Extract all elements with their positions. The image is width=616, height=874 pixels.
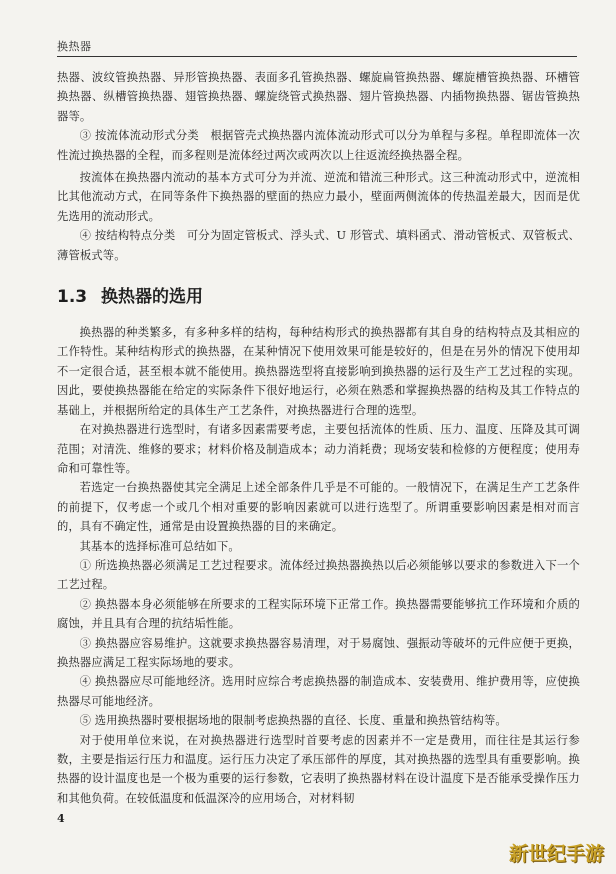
section-title: 换热器的选用 (101, 287, 203, 308)
list-item: ① 所选换热器必须满足工艺过程要求。流体经过换热器换热以后必须能够以要求的参数进入下一个工艺过程。 (57, 558, 580, 592)
paragraph: 换热器的种类繁多，有多种多样的结构，每种结构形式的换热器都有其自身的结构特点及其相应的工作特性。某种结构形式的换热器，在某种情况下使用效果可能是较好的，但是在另外的情况下使用却不一定很合适，甚至根本就不能使用。换热器选型将直接影响到换热器的运行及生产工艺过程的实现。因此，要使换热器能在给定的实际条件下很好地运行，必须在熟悉和掌握换热器的结构及其工作特点的基础上，并根据所给定的具体生产工艺条件，对换热器进行合理的选型。 (57, 326, 580, 417)
paragraph: 对于使用单位来说，在对换热器进行选型时首要考虑的因素并不一定是费用，而往往是其运行参数，主要是指运行压力和温度。运行压力决定了承压部件的厚度，其对换热器的选型具有重要影响。换热器的设计温度也是一个极为重要的运行参数，它表明了换热器材料在设计温度下是否能承受操作压力和其他负荷。在较低温度和低温深冷的应用场合，对材料韧 (57, 733, 580, 805)
section-number: 1.3 (57, 287, 88, 308)
list-item: ② 换热器本身必须能够在所要求的工程实际环境下正常工作。换热器需要能够抗工作环境和介质的腐蚀，并且具有合理的抗结垢性能。 (57, 597, 580, 631)
section-heading (57, 286, 580, 308)
paragraph: 按流体在换热器内流动的基本方式可分为并流、逆流和错流三种形式。这三种流动形式中，逆流相比其他流动方式，在同等条件下换热器的壁面的热应力最小，壁面两侧流体的传热温差最大，因而是优先选用的流动形式。 (57, 171, 580, 223)
paragraph: 其基本的选择标准可总结如下。 (79, 539, 240, 553)
paragraph: ④ 按结构特点分类 可分为固定管板式、浮头式、U 形管式、填料函式、滑动管板式、双管板式、薄管板式等。 (57, 229, 580, 262)
watermark-logo: 新世纪手游 (508, 843, 604, 865)
paragraph: 若选定一台换热器使其完全满足上述全部条件几乎是不可能的。一般情况下，在满足生产工艺条件的前提下，仅考虑一个或几个相对重要的影响因素就可以进行选型了。所谓重要影响因素是相对而言的，具有不确定性，通常是由设置换热器的目的来确定。 (57, 481, 580, 534)
list-item: ④ 换热器应尽可能地经济。选用时应综合考虑换热器的制造成本、安装费用、维护费用等，应使换热器尽可能地经济。 (57, 675, 580, 708)
paragraph: 热器、波纹管换热器、异形管换热器、表面多孔管换热器、螺旋扁管换热器、螺旋槽管换热器、环槽管换热器、纵槽管换热器、翅管换热器、螺旋绕管式换热器、翅片管换热器、内插物换热器、锯齿管换热器等。 (57, 71, 580, 123)
paragraph: ③ 按流体流动形式分类 根据管壳式换热器内流体流动形式可以分为单程与多程。单程即流体一次性流过换热器的全程，而多程则是流体经过两次或两次以上往返流经换热器全程。 (57, 129, 580, 162)
list-item: ⑤ 选用换热器时要根据场地的限制考虑换热器的直径、长度、重量和换热管结构等。 (79, 714, 507, 728)
running-header: 换热器 (57, 40, 92, 53)
header-rule (57, 56, 577, 57)
page-number: 4 (57, 812, 65, 825)
list-item: ③ 换热器应容易维护。这就要求换热器容易清理，对于易腐蚀、强振动等破坏的元件应便于更换，换热器应满足工程实际场地的要求。 (57, 636, 580, 669)
paragraph: 在对换热器进行选型时，有诸多因素需要考虑，主要包括流体的性质、压力、温度、压降及其可调范围；对清洗、维修的要求；材料价格及制造成本；动力消耗费；现场安装和检修的方便程度；使用寿命和可靠性等。 (57, 423, 580, 475)
page-body (57, 68, 580, 808)
